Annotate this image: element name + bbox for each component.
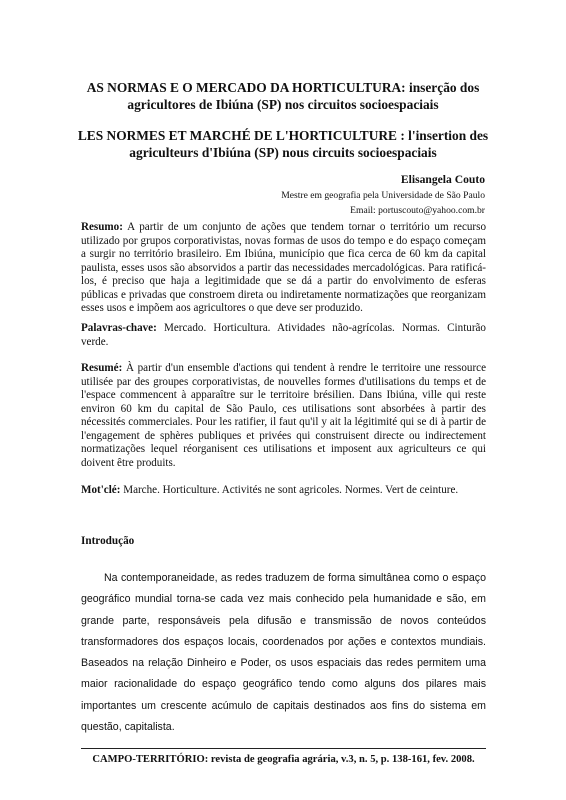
title-french: LES NORMES ET MARCHÉ DE L'HORTICULTURE : l'insertion des agriculteurs d'Ibiúna (SP) nous circuits socioespaciais	[77, 128, 489, 160]
keywords-portuguese	[81, 322, 486, 349]
author-email: Email: portuscouto@yahoo.com.br	[350, 205, 485, 216]
keywords-french	[81, 484, 486, 498]
abstract-text: A partir de um conjunto de ações que tendem tornar o território um recurso utilizado por grupos corporativistas, novas formas de usos do tempo e do espaço começam a surgir no território brasileiro. Em Ibiúna, município que fica cerca de 60 km da capital paulista, esses usos são absorvidos a partir das necessidades mercadológicas. Para ratificá-los, é preciso que haja a legitimidade que se dá a partir do envolvimento de esferas públicas e privadas que constroem direta ou indiretamente normatizações que reorganizam esses usos e impõem aos agricultores o que deve ser produzido.	[81, 221, 486, 314]
keywords-text: Mercado. Horticultura. Atividades não-agrícolas. Normas. Cinturão verde.	[81, 322, 486, 348]
title-portuguese: AS NORMAS E O MERCADO DA HORTICULTURA: inserção dos agricultores de Ibiúna (SP) nos circuitos socioespaciais	[86, 80, 480, 112]
motcle-label: Mot'clé:	[81, 484, 121, 496]
abstract-label: Resumo:	[81, 221, 123, 233]
motcle-text: Marche. Horticulture. Activités ne sont agricoles. Normes. Vert de ceinture.	[123, 484, 459, 496]
journal-footer: CAMPO-TERRITÓRIO: revista de geografia agrária, v.3, n. 5, p. 138-161, fev. 2008.	[92, 754, 475, 765]
keywords-label: Palavras-chave:	[81, 322, 157, 334]
section-heading-introduction: Introdução	[81, 535, 135, 547]
author-affiliation: Mestre em geografia pela Universidade de São Paulo	[281, 190, 485, 201]
resume-label: Resumé:	[81, 362, 123, 374]
resume-text: À partir d'un ensemble d'actions qui tendent à rendre le territoire une ressource utilisée par des groupes corporativistas, de nouvelles formes d'utilisations du temps et de l'espace commencent à apparaître sur le territoire brésilien. Dans Ibiúna, ville qui reste environ 60 km du capital de São Paulo, ces utilisations sont absorbées à partir des nécessités commerciales. Pour les ratifier, il faut qu'il y ait la légitimité qui se di à partir de l'engagement de sphères publiques et privées qui construisent directe ou indirectement normatizações lequel réorganisent ces utilisations et imposent aux agriculteurs ce qui doivent être produits.	[81, 362, 487, 469]
abstract-french	[81, 362, 486, 470]
author-name: Elisangela Couto	[400, 173, 485, 186]
footer-divider	[81, 748, 486, 749]
abstract-portuguese	[81, 221, 486, 316]
introduction-paragraph: Na contemporaneidade, as redes traduzem de forma simultânea como o espaço geográfico mundial torna-se cada vez mais conhecido pela humanidade e são, em grande parte, responsáveis pela difusão e transmissão de novos conteúdos transformadores dos espaços locais, coordenados por ações e contextos mundiais. Baseados na relação Dinheiro e Poder, os usos espaciais das redes permitem uma maior racionalidade do espaço geográfico tendo como alguns dos pilares mais importantes um crescente acúmulo de capitais destinados aos fins do sistema em questão, capitalista.	[81, 572, 486, 734]
